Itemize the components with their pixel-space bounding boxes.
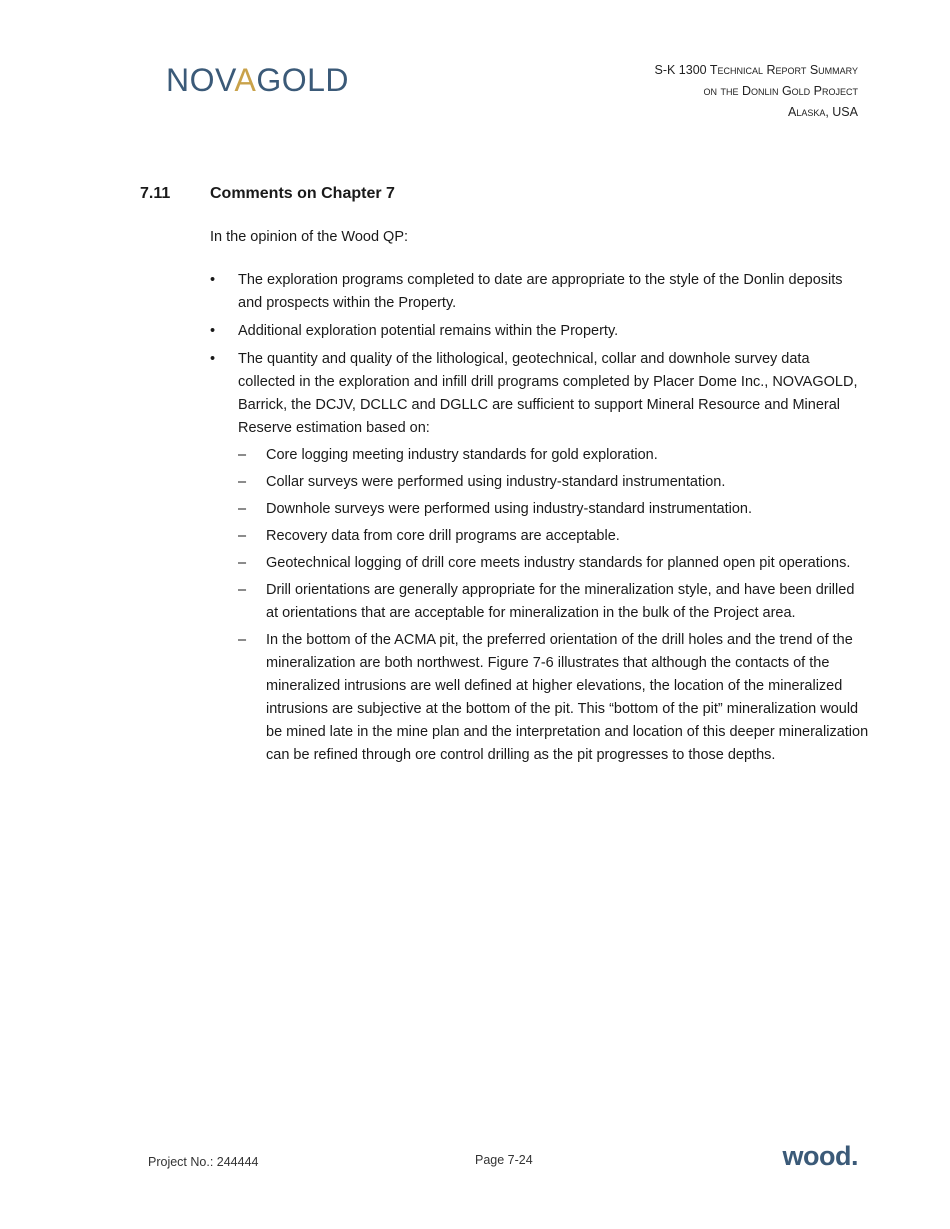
sub-text: Downhole surveys were performed using industry-standard instrumentation.: [266, 501, 752, 517]
sub-text: Collar surveys were performed using industry-standard instrumentation.: [266, 474, 726, 490]
sub-text: Geotechnical logging of drill core meets industry standards for planned open pit operations.: [266, 555, 851, 571]
sub-item: [238, 552, 870, 575]
wood-logo: wood.: [782, 1141, 858, 1171]
bullet-icon: •: [210, 323, 216, 339]
header-line-3: Alaska, USA: [787, 105, 858, 119]
sub-item: [238, 498, 870, 521]
bullet-item: [210, 269, 870, 315]
header-line-2: on the Donlin Gold Project: [703, 84, 858, 98]
bullet-text: The exploration programs completed to date are appropriate to the style of the Donlin deposits and prospects within the Property.: [238, 272, 843, 311]
bullet-item: [210, 348, 870, 767]
sub-text: In the bottom of the ACMA pit, the preferred orientation of the drill holes and the trend of the mineralization are both northwest. Figure 7-6 illustrates that although the contacts of the mineralized intrusions are well defined at higher elevations, the location of the mineralized intrusions are subjective at the bottom of the pit. This “bottom of the pit” mineralization would be mined late in the mine plan and the interpretation and location of this deeper mineralization can be refined through ore control drilling as the pit progresses to those depths.: [266, 632, 869, 763]
sub-item: [238, 629, 870, 767]
bullet-list: [210, 269, 870, 772]
bullet-icon: •: [210, 351, 216, 367]
section-number: 7.11: [140, 185, 171, 202]
sub-text: Drill orientations are generally appropriate for the mineralization style, and have been drilled at orientations that are acceptable for mineralization in the bulk of the Project area.: [266, 582, 855, 621]
sub-item: [238, 525, 870, 548]
sub-text: Recovery data from core drill programs are acceptable.: [266, 528, 620, 544]
dash-icon: –: [238, 447, 247, 463]
sub-item: [238, 444, 870, 467]
sub-text: Core logging meeting industry standards for gold exploration.: [266, 447, 658, 463]
dash-icon: –: [238, 632, 247, 648]
bullet-text: The quantity and quality of the lithological, geotechnical, collar and downhole survey data collected in the exploration and infill drill programs completed by Placer Dome Inc., NOVAGOLD, Barrick, the DCJV, DCLLC and DGLLC are sufficient to support Mineral Resource and Mineral Reserve estimation based on:: [238, 351, 858, 436]
bullet-icon: •: [210, 272, 216, 288]
dash-icon: –: [238, 528, 247, 544]
sub-list: [238, 444, 870, 767]
dash-icon: –: [238, 555, 247, 571]
sub-item: [238, 471, 870, 494]
dash-icon: –: [238, 582, 247, 598]
section-title: Comments on Chapter 7: [210, 185, 395, 202]
dash-icon: –: [238, 501, 247, 517]
dash-icon: –: [238, 474, 247, 490]
footer-page-number: Page 7-24: [475, 1153, 533, 1167]
footer-project-number: Project No.: 244444: [148, 1155, 259, 1169]
header-line-1: S-K 1300 Technical Report Summary: [654, 63, 858, 77]
intro-paragraph: In the opinion of the Wood QP:: [210, 229, 409, 245]
bullet-text: Additional exploration potential remains within the Property.: [238, 323, 619, 339]
sub-item: [238, 579, 870, 625]
bullet-item: [210, 320, 870, 343]
novagold-logo: NOVAGOLD: [166, 62, 349, 98]
report-header: [655, 60, 859, 123]
